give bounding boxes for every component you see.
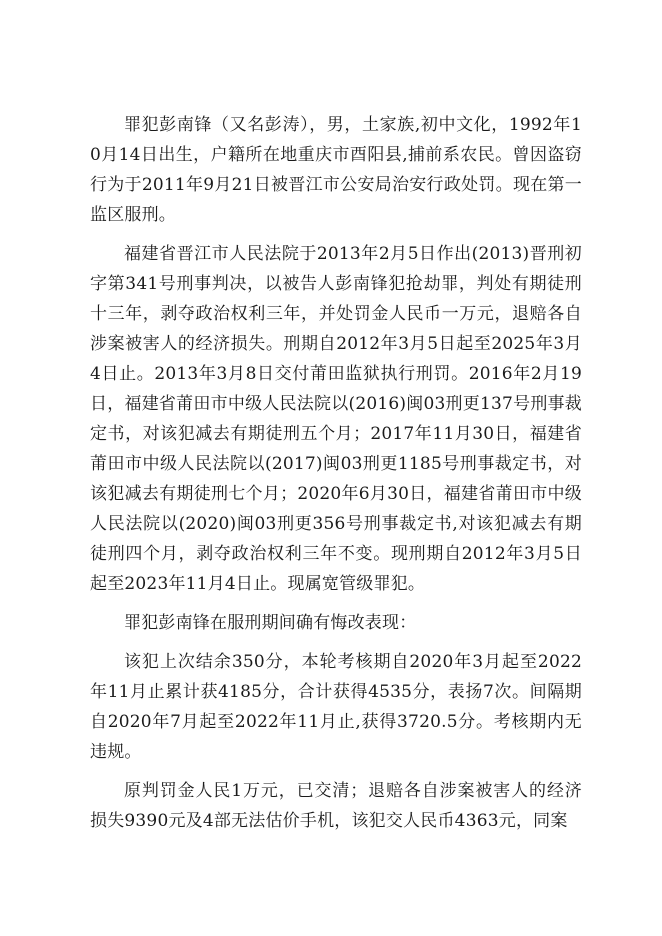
paragraph-repentance-intro: 罪犯彭南锋在服刑期间确有悔改表现： — [124, 613, 417, 633]
paragraph-sentence-history: 福建省晋江市人民法院于2013年2月5日作出(2013)晋刑初字第341号刑事判决，以被告人彭南锋犯抢劫罪，判处有期徒刑十三年，剥夺政治权利三年，并处罚金人民币一万元，退赔各自涉案被害人的经济损失。刑期自2012年3月5日起至2025年3月4日止。2013年3月8日交付莆田监狱执行刑罚。2016年2月19日，福建省莆田市中级人民法院以(2016)闽03刑更137号刑事裁定书，对该犯减去有期徒刑五个月；2017年11月30日，福建省莆田市中级人民法院以(2017)闽03刑更1185号刑事裁定书，对该犯减去有期徒刑七个月；2020年6月30日，福建省莆田市中级人民法院以(2020)闽03刑更356号刑事裁定书,对该犯减去有期徒刑四个月，剥夺政治权利三年不变。现刑期自2012年3月5日起至2023年11月4日止。现属宽管级罪犯。 — [90, 244, 582, 594]
paragraph-criminal-profile: 罪犯彭南锋（又名彭涛），男，土家族,初中文化，1992年10月14日出生，户籍所在地重庆市酉阳县,捕前系农民。曾因盗窃行为于2011年9月21日被晋江市公安局治安行政处罚。现在第一监区服刑。 — [90, 115, 582, 225]
paragraph-assessment-points: 该犯上次结余350分，本轮考核期自2020年3月起至2022年11月止累计获4185分，合计获得4535分，表扬7次。间隔期自2020年7月起至2022年11月止,获得3720.5分。考核期内无违规。 — [90, 652, 582, 762]
paragraph-fine-restitution: 原判罚金人民1万元，已交清；退赔各自涉案被害人的经济损失9390元及4部无法估价手机，该犯交人民币4363元，同案 — [90, 781, 582, 831]
document-body — [90, 110, 582, 845]
